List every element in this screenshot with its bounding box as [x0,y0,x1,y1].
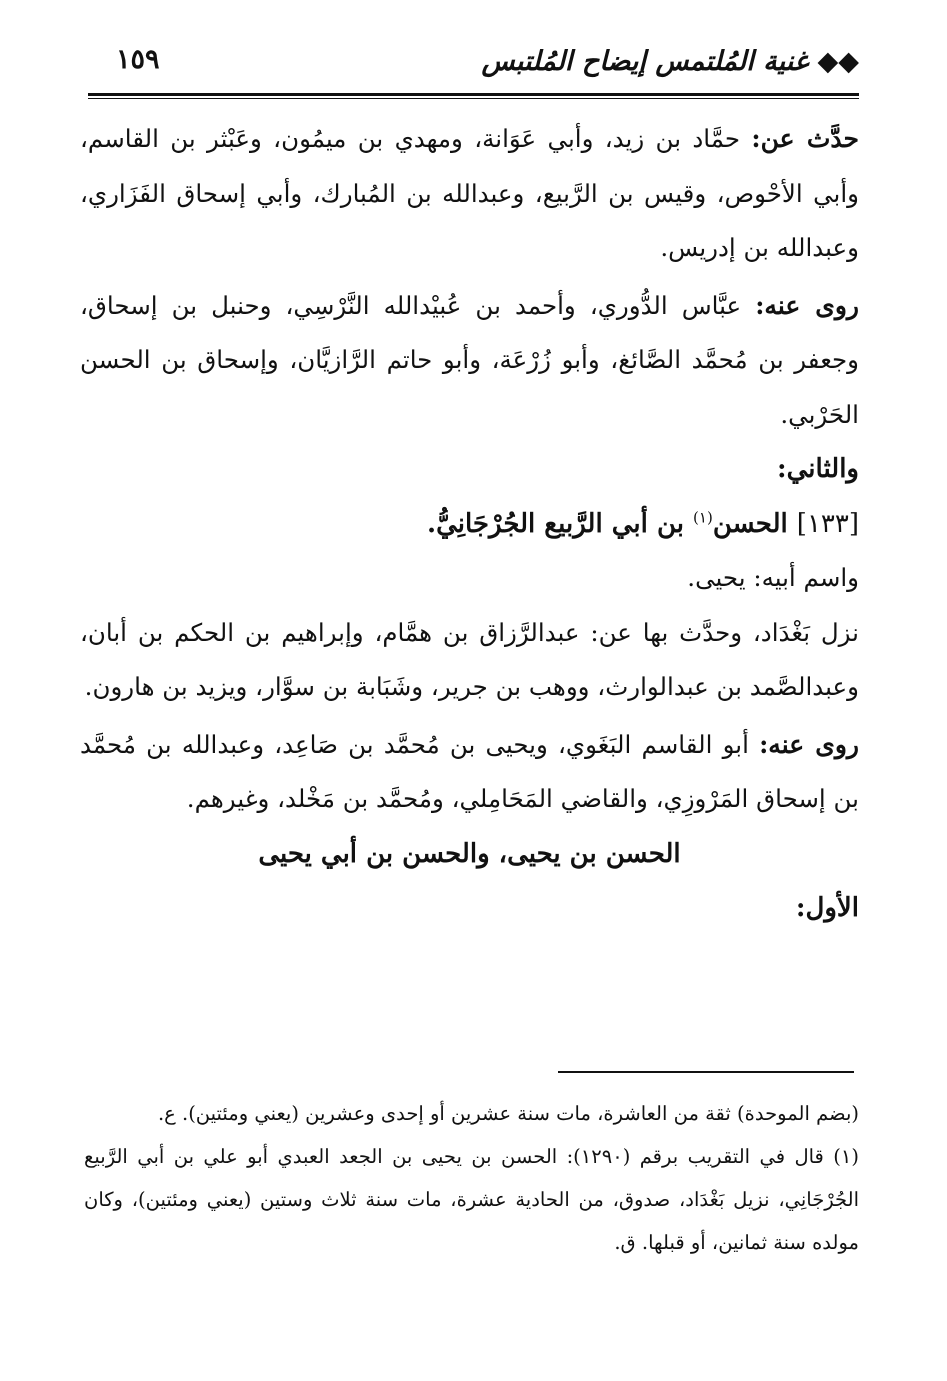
narrated-from-text: حمَّاد بن زيد، وأبي عَوَانة، ومهدي بن ميمُون، وعَبْثر بن القاسم، وأبي الأحْوص، وقيس بن الرَّبيع، وعبدالله بن المُبارك، وأبي إسحاق الفَزَاري، وعبدالله بن إدريس. [80,124,859,262]
footnotes [84,1092,859,1264]
narrated-by-label: روى عنه: [755,290,859,320]
father-name: واسم أبيه: يحيى. [687,563,859,592]
narrated-by-text-2: أبو القاسم البَغَوي، ويحيى بن مُحمَّد بن صَاعِد، وعبدالله بن مُحمَّد بن إسحاق المَرْوزِي، والقاضي المَحَامِلي، ومُحمَّد بن مَخْلد، وغيرهم. [80,729,859,813]
footnote-separator [558,1071,854,1073]
entry-number: [١٣٣] [796,508,859,539]
entry-name: الحسن [712,508,797,539]
header-rule [88,93,859,99]
page-header [88,38,859,88]
main-text [80,112,859,936]
section-title: الحسن بن يحيى، والحسن بن أبي يحيى [258,838,681,869]
narrated-from-label: حدَّث عن: [751,124,859,153]
entry-name-rest: بن أبي الرَّبيع الجُرْجَانِيُّ. [427,508,694,539]
footnote-carryover: (بضم الموحدة) ثقة من العاشرة، مات سنة عشرين أو إحدى وعشرين (يعني ومئتين). ع. [157,1102,859,1125]
first-label: الأول: [795,893,859,923]
narrated-by-text: عبَّاس الدُّوري، وأحمد بن عُبيْدالله النَّرْسِي، وحنبل بن إسحاق، وجعفر بن مُحمَّد الصَّائغ، وأبو زُرْعَة، وأبو حاتم الرَّازيَّان، وإسحاق بن الحسن الحَرْبي. [80,290,859,429]
narrated-from-paragraph [80,112,859,276]
footnote-1: (١) قال في التقريب برقم (١٢٩٠): الحسن بن يحيى بن الجعد العبدي أبو علي بن أبي الرَّبيع الجُرْجَانِي، نزيل بَغْدَاد، صدوق، من الحادية عشرة، مات سنة ثلاث وستين (يعني ومئتين)، وكان مولده سنة ثمانين، أو قبلها. ق. [84,1145,859,1254]
residence-paragraph: نزل بَغْدَاد، وحدَّث بها عن: عبدالرَّزاق بن همَّام، وإبراهيم بن الحكم بن أبان، وعبدالصَّمد بن عبدالوارث، ووهب بن جرير، وشَبَابة بن سوَّار، ويزيد بن هارون. [80,617,859,701]
narrated-by-paragraph-2 [80,718,859,827]
narrated-by-paragraph [80,279,859,443]
entry-heading [80,497,859,552]
narrated-by-label-2: روى عنه: [759,729,859,759]
second-label: والثاني: [777,454,859,484]
running-title: ◆◆ غنية المُلتمس إيضاح المُلتبس [481,46,859,77]
footnote-ref: (١) [693,507,713,526]
page-number: ١٥٩ [116,44,160,75]
